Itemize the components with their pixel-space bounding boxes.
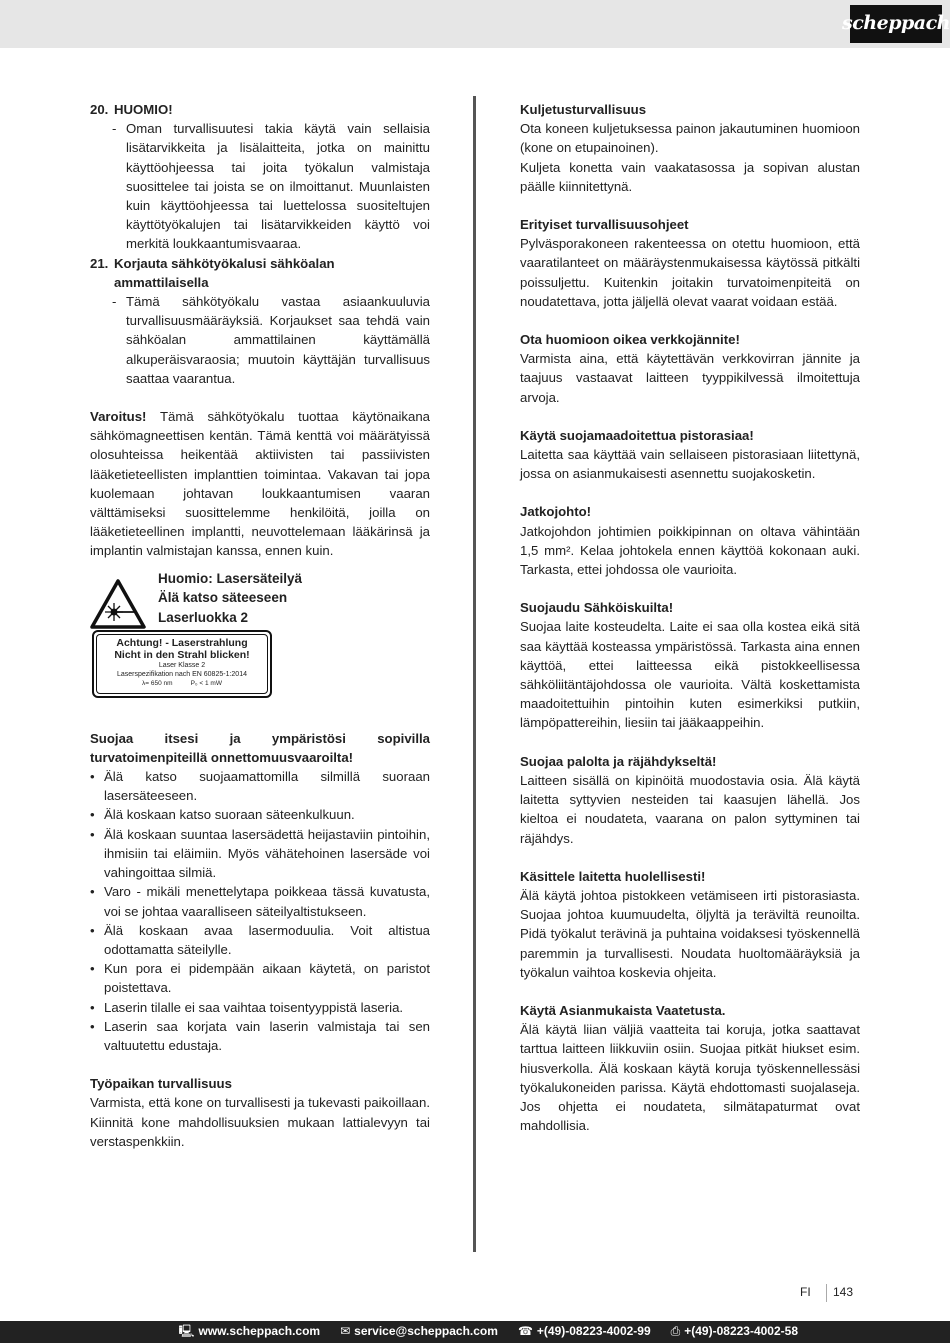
column-divider xyxy=(473,96,476,1252)
laser-power: P₀ < 1 mW xyxy=(190,679,222,687)
section-text: Jatkojohdon johtimien poikkipinnan on oltava vähintään 1,5 mm². Kelaa johtokela ennen käyttöä kokonaan auki. Tarkasta, ettei johdossa ole vaurioita. xyxy=(520,523,860,578)
section-text: Laitetta saa käyttää vain sellaiseen pistorasiaan liitettynä, jossa on asianmukaisesti asennettu suojakosketin. xyxy=(520,447,860,482)
fax-contact: ⎙ +(49)-08223-4002-58 xyxy=(670,1324,798,1339)
page-number: 143 xyxy=(833,1285,854,1299)
top-header-bar xyxy=(0,0,950,48)
list-item: • Varo - mikäli menettelytapa poikkeaa tässä kuvatusta, voi se johtaa vaaralliseen säteilyaltistukseen. xyxy=(90,884,430,919)
warning-text: Tämä sähkötyökalu tuottaa käytönaikana sähkömagneettisen kentän. Tämä kenttä voi määrätyissä olosuhteissa heikentää aktiivisten tai passiivisten lääketieteellisten implanttien toimintaa. Vakavan tai jopa kuolemaan johtavan loukkaantumisen vaaran välttämiseksi suosittelemme henkilöitä, joilla on lääketieteellinen implantti, neuvottelemaan lääkärinsä ja implantin valmistajan kanssa, ennen kuin. xyxy=(90,409,430,559)
laser-label-line1: Achtung! - Laserstrahlung xyxy=(116,636,248,649)
item-21-title: Korjauta sähkötyökalusi sähköalan ammattilaisella xyxy=(114,255,335,290)
section-text: Ota koneen kuljetuksessa painon jakautuminen huomioon (kone on etupainoinen). xyxy=(520,121,860,156)
section-text: Suojaa laite kosteudelta. Laite ei saa olla kostea eikä sitä saa käyttää kosteassa ympäristössä. Tarkasta aina ennen käyttöä, ettei laitteessa eikä pistokkeellisessa sähköliitäntäjohdossa ole vaurioita. Vältä koskettamista maadoitettuihin pintoihin kuten esimerkiksi putkiin, lämpöpattereihin, liesiin tai jääkaappeihin. xyxy=(520,619,860,731)
item-20-body: Oman turvallisuutesi takia käytä vain sellaisia lisätarvikkeita ja lisälaitteita, jotka on mainittu käyttöohjeessa tai joita työkalun valmistaja suosittelee tai joista se on ilmoittanut. Muunlaisten kuin käyttöohjeessa tai luettelossa suositeltujen käyttötyökalujen tai lisätarvikkeiden käyttö voi merkitä loukkaantumisvaaraa. xyxy=(126,121,430,252)
section-heading: Suojaudu Sähköiskuilta! xyxy=(520,600,674,616)
laser-heading-1: Huomio: Lasersäteilyä xyxy=(158,570,303,586)
list-item: • Laserin saa korjata vain laserin valmistaja tai sen valtuutettu edustaja. xyxy=(90,1018,430,1053)
website-contact[interactable]: 🖳 www.scheppach.com xyxy=(178,1324,321,1339)
section-heading: Ota huomioon oikea verkkojännite! xyxy=(520,332,740,348)
section-heading: Kuljetusturvallisuus xyxy=(520,102,647,117)
list-item: • Älä katso suojaamattomilla silmillä suoraan lasersäteeseen. xyxy=(90,769,430,804)
left-column xyxy=(90,100,430,1151)
section-text: Älä käytä liian väljiä vaatteita tai koruja, jotka saattavat tarttua laitteen liikkuviin osiin. Suojaa pitkät hiukset esim. hiusverkolla. Älä koskaan käytä koruja työskennellessäsi työkalukoneiden parissa. Käytä ehdottomasti suojalaseja. Jos ohjetta ei noudateta, silmätapaturmat ovat mahdollisia. xyxy=(520,1022,860,1134)
item-20-number: 20. xyxy=(90,102,109,117)
item-21-heading xyxy=(90,254,430,292)
laser-heading-3: Laserluokka 2 xyxy=(158,609,249,625)
email-contact[interactable]: ✉ service@scheppach.com xyxy=(340,1324,498,1339)
section-text: Laitteen sisällä on kipinöitä muodostavia osia. Älä käytä laitetta syttyvien nesteiden tai kaasujen lähellä. Jos kieltoa ei noudateta, vaarana on palon syttyminen tai räjähdys. xyxy=(520,772,860,846)
page-number-area xyxy=(800,1283,853,1302)
item-21-body: Tämä sähkötyökalu vastaa asiaankuuluvia turvallisuusmääräyksiä. Korjaukset saa tehdä vain sähköalan ammattilainen käyttämällä alkuperäisvaraosia; muutoin käyttäjän turvallisuus saattaa vaarantua. xyxy=(126,294,430,386)
section-heading: Suojaa palolta ja räjähdykseltä! xyxy=(520,753,717,769)
laser-wavelength: λ= 650 nm xyxy=(142,679,173,687)
workplace-text: Varmista, että kone on turvallisesti ja tukevasti paikoillaan. Kiinnitä kone mahdollisuuksien mukaan lattialevyyn tai verstaspenkkiin. xyxy=(90,1095,430,1149)
section-text: Kuljeta konetta vain vaakatasossa ja sopivan alustan päälle kiinnitettynä. xyxy=(520,159,860,194)
laser-label-line3: Laser Klasse 2 xyxy=(158,661,206,669)
laser-warning-block xyxy=(90,569,430,729)
laser-label-line4: Laserspezifikation nach EN 60825-1:2014 xyxy=(117,670,247,678)
right-column xyxy=(520,100,860,1135)
protect-heading: Suojaa itsesi ja ympäristösi sopivilla turvatoimenpiteillä onnettomuusvaaroilta! xyxy=(90,730,430,765)
section-heading: Käytä suojamaadoitettua pistorasiaa! xyxy=(520,427,754,443)
laser-hazard-icon xyxy=(90,579,146,629)
language-code: FI xyxy=(800,1285,811,1299)
scheppach-logo: scheppach xyxy=(850,5,942,43)
laser-label-line2: Nicht in den Strahl blicken! xyxy=(114,648,250,661)
section-heading: Jatkojohto! xyxy=(520,504,592,520)
list-item: • Laserin tilalle ei saa vaihtaa toisentyyppistä laseria. xyxy=(90,999,404,1015)
computer-icon: 🖳 xyxy=(178,1324,195,1339)
laser-class-label xyxy=(92,630,272,698)
item-21-number: 21. xyxy=(90,255,109,271)
workplace-heading: Työpaikan turvallisuus xyxy=(90,1076,232,1092)
laser-heading-2: Älä katso säteeseen xyxy=(158,590,288,606)
section-text: Varmista aina, että käytettävän verkkovirran jännite ja taajuus vastaavat laitteen tyyppikilvessä ilmoitettuja arvoja. xyxy=(520,351,860,405)
list-item: • Älä koskaan suuntaa lasersädettä heijastaviin pintoihin, ihmisiin tai eläimiin. Myös vähätehoinen lasersäde voi vahingoittaa silmiä. xyxy=(90,826,430,881)
fax-icon: ⎙ xyxy=(670,1324,681,1339)
laser-safety-list xyxy=(90,767,430,1055)
section-heading: Käsittele laitetta huolellisesti! xyxy=(520,868,706,884)
item-20-title: HUOMIO! xyxy=(114,102,173,117)
emf-warning-paragraph xyxy=(90,407,430,561)
phone-contact: ☎ +(49)-08223-4002-99 xyxy=(517,1324,651,1339)
item-20-heading xyxy=(90,100,430,119)
section-text: Älä käytä johtoa pistokkeen vetämiseen irti pistorasiasta. Suojaa johtoa kuumuudelta, öljyltä ja teräviltä reunoilta. Pidä työkalut terävinä ja puhtaina voidaksesi työskennellä paremmin ja turvallisesti. Noudata huoltomääräyksiä ja työkalun vaihtoa koskevia ohjeita. xyxy=(520,887,860,980)
item-20-text: - Oman turvallisuutesi takia käytä vain sellaisia lisätarvikkeita ja lisälaitteita, jotka on mainittu käyttöohjeessa tai joita työkalun valmistaja suosittelee tai joista se on ilmoittanut. Muunlaisten kuin käyttöohjeessa tai luettelossa suositeltujen käyttötyökalujen tai lisätarvikkeiden käyttö voi merkitä loukkaantumisvaaraa. xyxy=(112,119,430,253)
contact-footer-bar xyxy=(0,1321,950,1343)
laser-heading-group xyxy=(158,569,302,628)
warning-label: Varoitus! xyxy=(90,409,147,425)
item-21-text: - Tämä sähkötyökalu vastaa asiaankuuluvia turvallisuusmääräyksiä. Korjaukset saa tehdä vain sähköalan ammattilainen käyttämällä alkuperäisvaraosia; muutoin käyttäjän turvallisuus saattaa vaarantua. xyxy=(112,292,430,388)
section-heading: Erityiset turvallisuusohjeet xyxy=(520,217,689,233)
list-item: • Älä koskaan katso suoraan säteenkulkuun. xyxy=(90,807,355,823)
mail-icon: ✉ xyxy=(340,1324,351,1339)
list-item: • Älä koskaan avaa lasermoduulia. Voit altistua odottamatta säteilylle. xyxy=(90,922,430,957)
section-text: Pylväsporakoneen rakenteessa on otettu huomioon, että vaaratilanteet on määräystenmukaisessa käytössä pitkälti poissuljettu. Kuitenkin joitakin turvatoimenpiteitä on noudatettava, jotta jäljellä olevat vaarat voidaan estää. xyxy=(520,236,860,309)
phone-icon: ☎ xyxy=(517,1324,533,1339)
list-item: • Kun pora ei pidempään aikaan käytetä, on paristot poistettava. xyxy=(90,961,430,996)
section-heading: Käytä Asianmukaista Vaatetusta. xyxy=(520,1002,726,1018)
